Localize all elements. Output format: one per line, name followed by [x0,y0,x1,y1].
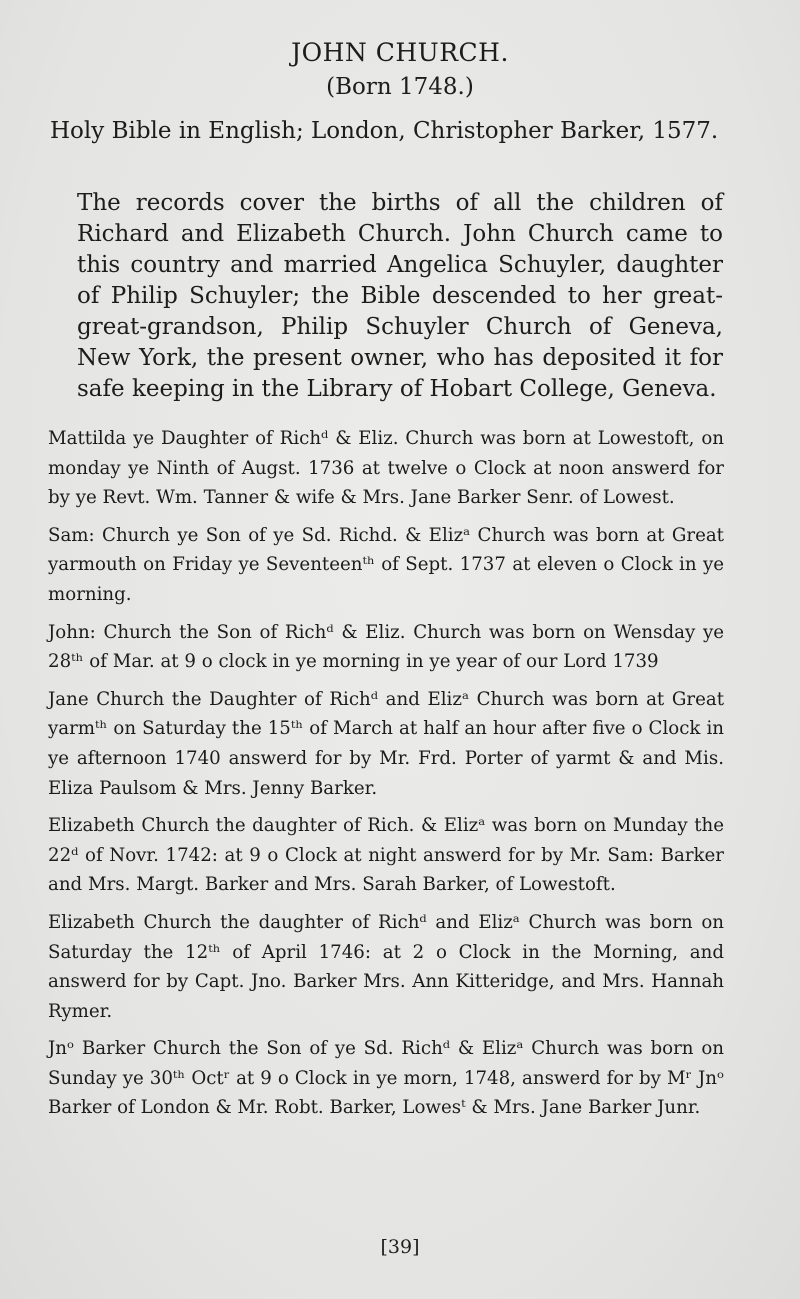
record-elizabeth-1746: Elizabeth Church the daughter of Richᵈ and Elizᵃ Church was born on Saturday the 12ᵗʰ of April 1746: at 2 o Clock in the Morning, and answerd for by Capt. Jno. Barker Mrs. Ann Kitteridge, and Mrs. Hannah Rymer. [48,911,724,1022]
bible-edition-line: Holy Bible in English; London, Christopher Barker, 1577. [50,118,719,144]
page-title: JOHN CHURCH. [291,38,509,67]
page-number: [39] [380,1236,420,1258]
record-elizabeth-1742: Elizabeth Church the daughter of Rich. & Elizᵃ was born on Munday the 22ᵈ of Novr. 1742: at 9 o Clock at night answerd for by Mr. Sam: Barker and Mrs. Margt. Barker and Mrs. Sarah Barker, of Lowestoft. [48,815,724,896]
record-john: John: Church the Son of Richᵈ & Eliz. Church was born on Wensday ye 28ᵗʰ of Mar. at 9 o clock in ye morning in ye year of our Lord 1739 [48,621,724,673]
record-jane: Jane Church the Daughter of Richᵈ and Elizᵃ Church was born at Great yarmᵗʰ on Saturday the 15ᵗʰ of March at half an hour after five o Clock in ye afternoon 1740 answerd for by Mr. Frd. Porter of yarmt & and Mis. Eliza Paulsom & Mrs. Jenny Barker. [48,688,724,799]
record-jno-barker: Jnᵒ Barker Church the Son of ye Sd. Richᵈ & Elizᵃ Church was born on Sunday ye 30ᵗʰ Octʳ at 9 o Clock in ye morn, 1748, answerd for by Mʳ Jnᵒ Barker of London & Mr. Robt. Barker, Lowesᵗ & Mrs. Jane Barker Junr. [48,1038,724,1119]
record-sam: Sam: Church ye Son of ye Sd. Richd. & Elizᵃ Church was born at Great yarmouth on Friday ye Seventeenᵗʰ of Sept. 1737 at eleven o Clock in ye morning. [48,524,724,605]
description-paragraph: The records cover the births of all the children of Richard and Elizabeth Church. John Church came to this country and married Angelica Schuyler, daughter of Philip Schuyler; the Bible descended to her great-great-grandson, Philip Schuyler Church of Geneva, New York, the present owner, who has deposited it for safe keeping in the Library of Hobart College, Geneva. [77,190,723,402]
record-mattilda: Mattilda ye Daughter of Richᵈ & Eliz. Church was born at Lowestoft, on monday ye Ninth of Augst. 1736 at twelve o Clock at noon answerd for by ye Revt. Wm. Tanner & wife & Mrs. Jane Barker Senr. of Lowest. [48,428,724,509]
birth-records [48,424,724,1131]
page-subtitle: (Born 1748.) [326,74,474,100]
